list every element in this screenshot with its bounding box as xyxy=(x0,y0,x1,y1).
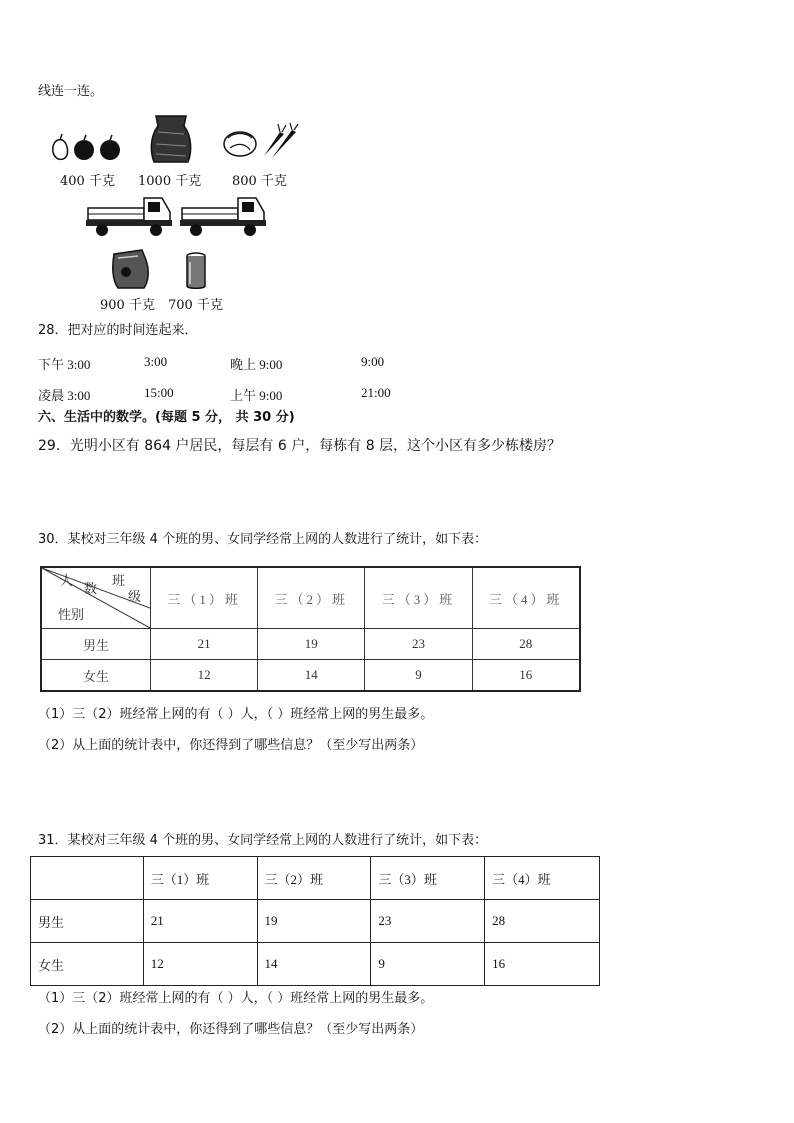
can-icon xyxy=(184,252,208,290)
column-header: 三（2）班 xyxy=(257,857,371,900)
fruit-icon xyxy=(48,132,124,162)
grain-sack-icon xyxy=(148,112,194,164)
column-header: 三（4）班 xyxy=(485,857,600,900)
q28-time-1: 下午 3:00 xyxy=(38,357,91,372)
q31-stats-table xyxy=(30,856,600,986)
table-cell: 14 xyxy=(257,943,371,986)
empty-header-cell xyxy=(31,857,144,900)
table-cell: 9 xyxy=(365,660,472,692)
table-header-row xyxy=(31,857,600,900)
truck-icon xyxy=(86,192,174,238)
q28-title: 28．把对应的时间连起来． xyxy=(38,323,198,338)
weight-label-900: 900 千克 xyxy=(100,298,155,313)
column-header: 三（3）班 xyxy=(371,857,485,900)
q30-sub-question-1: （1）三（2）班经常上网的有（ ）人，（ ）班经常上网的男生最多。 xyxy=(38,707,434,722)
matching-picture xyxy=(44,110,314,313)
table-cell: 23 xyxy=(371,900,485,943)
weight-label-800: 800 千克 xyxy=(232,174,287,189)
weight-label-700: 700 千克 xyxy=(168,298,223,313)
q29-text: 29．光明小区有 864 户居民，每层有 6 户，每栋有 8 层，这个小区有多少栋楼房？ xyxy=(38,438,562,454)
table-header-row xyxy=(41,567,580,629)
intro-text: 线连一连。 xyxy=(38,84,104,99)
truck-icon xyxy=(180,192,268,238)
column-header: 三（1）班 xyxy=(143,857,257,900)
q30-sub-question-2: （2）从上面的统计表中，你还得到了哪些信息？（至少写出两条） xyxy=(38,738,424,753)
table-cell: 16 xyxy=(472,660,580,692)
q28-time-7: 上午 9:00 xyxy=(230,388,283,403)
column-header: 三（2）班 xyxy=(258,567,365,629)
q30-title: 30．某校对三年级 4 个班的男、女同学经常上网的人数进行了统计，如下表： xyxy=(38,532,488,547)
column-header: 三（4）班 xyxy=(472,567,580,629)
table-cell: 23 xyxy=(365,629,472,660)
table-cell: 21 xyxy=(143,900,257,943)
q31-sub-question-1: （1）三（2）班经常上网的有（ ）人，（ ）班经常上网的男生最多。 xyxy=(38,991,434,1006)
bag-icon xyxy=(108,248,152,290)
q28-time-6: 15:00 xyxy=(144,385,174,400)
table-cell: 19 xyxy=(258,629,365,660)
table-cell: 19 xyxy=(257,900,371,943)
table-cell: 12 xyxy=(143,943,257,986)
table-row xyxy=(31,943,600,986)
q30-stats-table xyxy=(40,566,581,692)
diagonal-header-cell: 人 数 班 级 性别 xyxy=(41,567,151,629)
section-heading: 六、生活中的数学。(每题 5 分， 共 30 分) xyxy=(38,410,295,425)
column-header: 三（3）班 xyxy=(365,567,472,629)
row-label: 男生 xyxy=(31,900,144,943)
row-label: 女生 xyxy=(31,943,144,986)
table-cell: 28 xyxy=(485,900,600,943)
column-header: 三（1）班 xyxy=(151,567,258,629)
table-row xyxy=(41,660,580,692)
q28-time-2: 3:00 xyxy=(144,354,168,369)
table-row xyxy=(41,629,580,660)
table-cell: 14 xyxy=(258,660,365,692)
q28-time-5: 凌晨 3:00 xyxy=(38,388,91,403)
table-cell: 28 xyxy=(472,629,580,660)
q31-title: 31．某校对三年级 4 个班的男、女同学经常上网的人数进行了统计，如下表： xyxy=(38,833,488,848)
row-label: 女生 xyxy=(41,660,151,692)
table-cell: 12 xyxy=(151,660,258,692)
table-row xyxy=(31,900,600,943)
q31-sub-question-2: （2）从上面的统计表中，你还得到了哪些信息？（至少写出两条） xyxy=(38,1022,424,1037)
table-cell: 16 xyxy=(485,943,600,986)
q28-time-8: 21:00 xyxy=(361,385,391,400)
table-cell: 21 xyxy=(151,629,258,660)
q28-time-4: 9:00 xyxy=(361,354,385,369)
vegetables-icon xyxy=(220,122,300,160)
table-cell: 9 xyxy=(371,943,485,986)
weight-label-1000: 1000 千克 xyxy=(138,174,202,189)
weight-label-400: 400 千克 xyxy=(60,174,115,189)
row-label: 男生 xyxy=(41,629,151,660)
q28-time-3: 晚上 9:00 xyxy=(230,357,283,372)
